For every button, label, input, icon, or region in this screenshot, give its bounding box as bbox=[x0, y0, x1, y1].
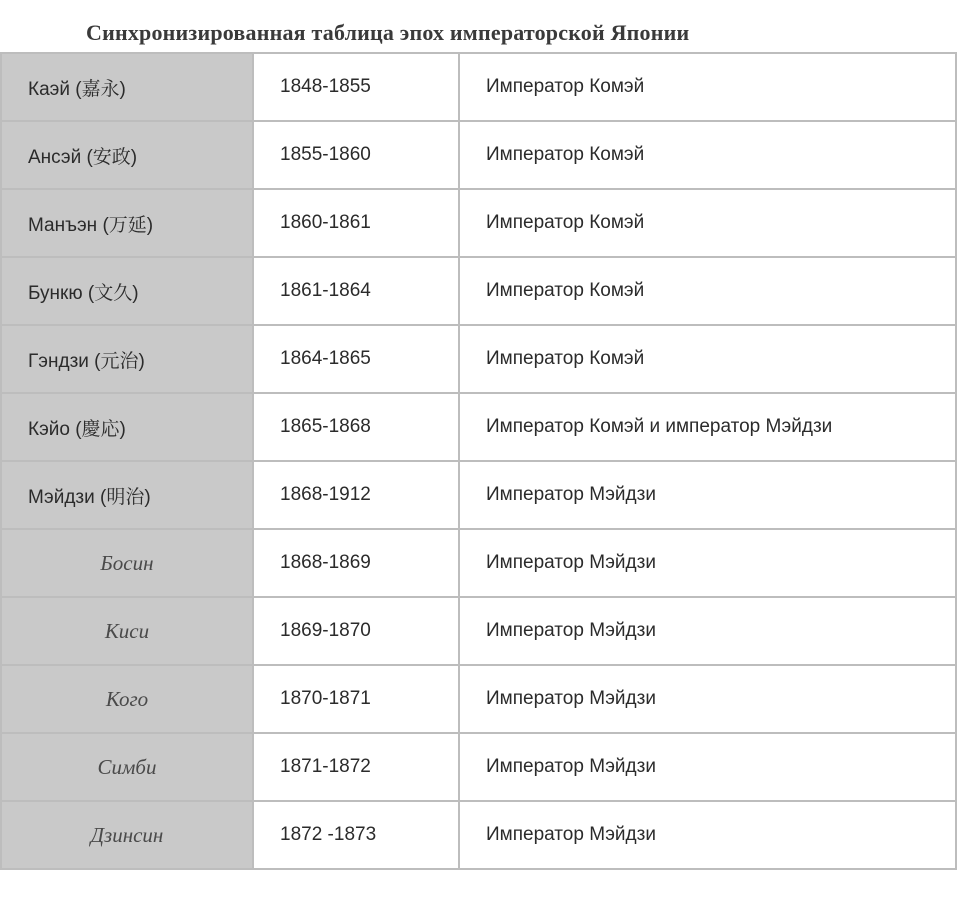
era-name-cell: Мэйдзи (明治) bbox=[1, 461, 253, 529]
emperor-cell: Император Мэйдзи bbox=[459, 461, 956, 529]
emperor-cell: Император Мэйдзи bbox=[459, 597, 956, 665]
table-row bbox=[1, 393, 956, 461]
era-name-cell: Дзинсин bbox=[1, 801, 253, 869]
emperor-cell: Император Комэй и император Мэйдзи bbox=[459, 393, 956, 461]
emperor-cell: Император Комэй bbox=[459, 189, 956, 257]
emperor-cell: Император Мэйдзи bbox=[459, 529, 956, 597]
eras-table-body bbox=[1, 53, 956, 869]
emperor-cell: Император Комэй bbox=[459, 121, 956, 189]
era-name-cell: Ансэй (安政) bbox=[1, 121, 253, 189]
era-years-cell: 1848-1855 bbox=[253, 53, 459, 121]
era-name-cell: Босин bbox=[1, 529, 253, 597]
table-row bbox=[1, 597, 956, 665]
table-row bbox=[1, 733, 956, 801]
era-name-cell: Кэйо (慶応) bbox=[1, 393, 253, 461]
era-name-cell: Каэй (嘉永) bbox=[1, 53, 253, 121]
era-name-cell: Гэндзи (元治) bbox=[1, 325, 253, 393]
table-row bbox=[1, 665, 956, 733]
era-name-cell: Симби bbox=[1, 733, 253, 801]
era-name-cell: Бункю (文久) bbox=[1, 257, 253, 325]
era-years-cell: 1864-1865 bbox=[253, 325, 459, 393]
table-row bbox=[1, 257, 956, 325]
era-name-cell: Кого bbox=[1, 665, 253, 733]
era-years-cell: 1868-1869 bbox=[253, 529, 459, 597]
emperor-cell: Император Комэй bbox=[459, 53, 956, 121]
table-row bbox=[1, 529, 956, 597]
emperor-cell: Император Мэйдзи bbox=[459, 733, 956, 801]
emperor-cell: Император Комэй bbox=[459, 257, 956, 325]
emperor-cell: Император Мэйдзи bbox=[459, 801, 956, 869]
era-years-cell: 1871-1872 bbox=[253, 733, 459, 801]
era-name-cell: Манъэн (万延) bbox=[1, 189, 253, 257]
eras-table bbox=[0, 52, 957, 870]
era-years-cell: 1869-1870 bbox=[253, 597, 459, 665]
table-row bbox=[1, 121, 956, 189]
emperor-cell: Император Мэйдзи bbox=[459, 665, 956, 733]
emperor-cell: Император Комэй bbox=[459, 325, 956, 393]
table-row bbox=[1, 461, 956, 529]
era-years-cell: 1870-1871 bbox=[253, 665, 459, 733]
table-row bbox=[1, 801, 956, 869]
table-row bbox=[1, 325, 956, 393]
table-row bbox=[1, 53, 956, 121]
era-years-cell: 1868-1912 bbox=[253, 461, 459, 529]
era-years-cell: 1861-1864 bbox=[253, 257, 459, 325]
era-years-cell: 1865-1868 bbox=[253, 393, 459, 461]
era-years-cell: 1855-1860 bbox=[253, 121, 459, 189]
era-years-cell: 1860-1861 bbox=[253, 189, 459, 257]
era-name-cell: Киси bbox=[1, 597, 253, 665]
table-row bbox=[1, 189, 956, 257]
era-years-cell: 1872 -1873 bbox=[253, 801, 459, 869]
page-title: Синхронизированная таблица эпох императорской Японии bbox=[86, 20, 690, 45]
